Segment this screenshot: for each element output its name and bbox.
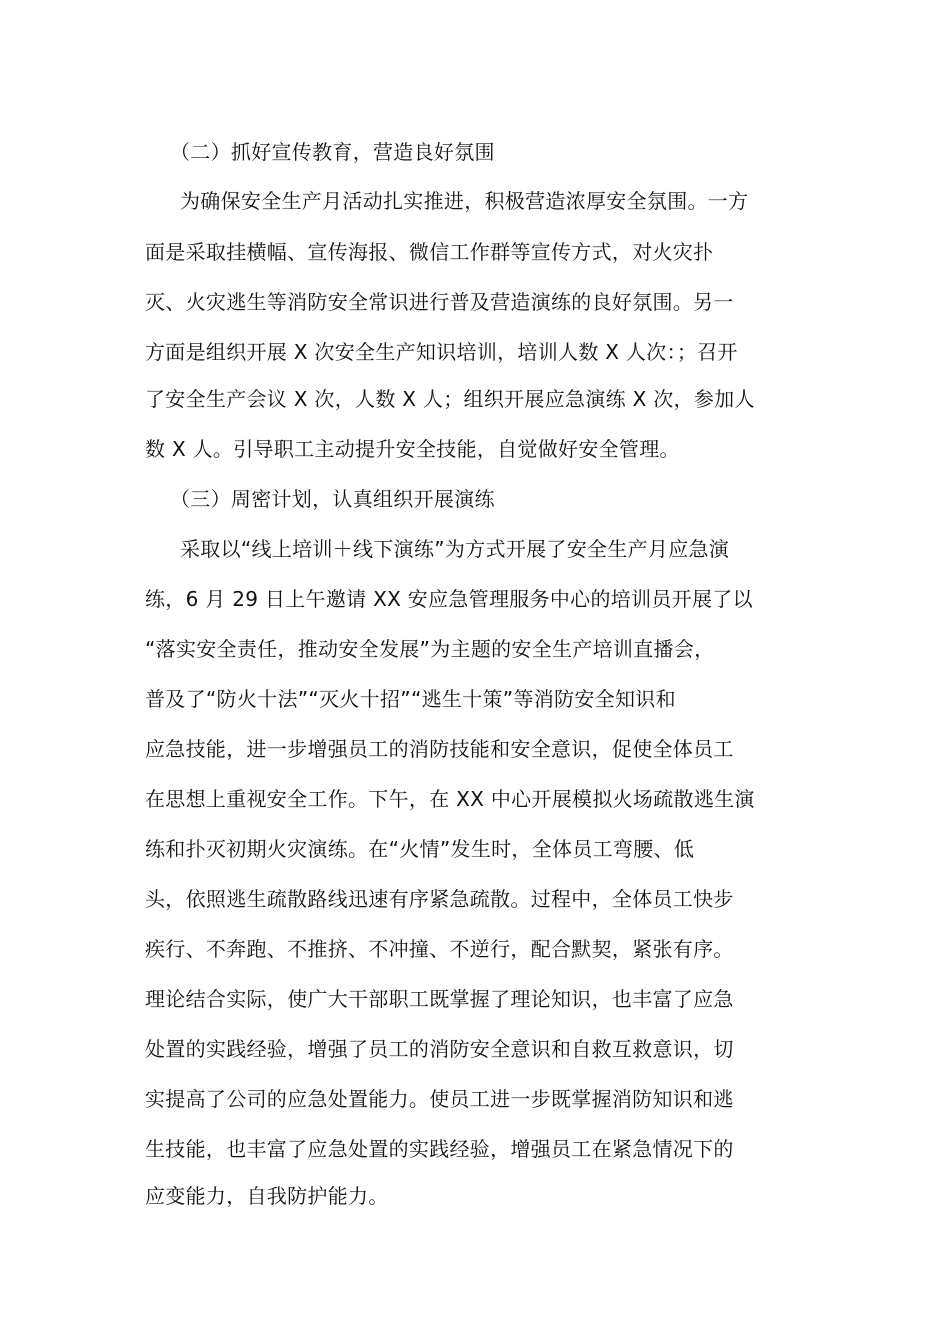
paragraph-line: 采取以“线上培训＋线下演练”为方式开展了安全生产月应急演 (180, 537, 730, 561)
paragraph-line: 疾行、不奔跑、不推挤、不冲撞、不逆行，配合默契，紧张有序。 (145, 937, 734, 961)
paragraph-line: 应变能力，自我防护能力。 (145, 1184, 389, 1208)
paragraph-line: 练和扑灭初期火灾演练。在“火情”发生时，全体员工弯腰、低 (145, 837, 695, 861)
paragraph-line: 生技能，也丰富了应急处置的实践经验，增强员工在紧急情况下的 (145, 1137, 734, 1161)
paragraph-line: 练，6 月 29 日上午邀请 XX 安应急管理服务中心的培训员开展了以 (145, 587, 753, 611)
paragraph-line: “落实安全责任，推动安全发展”为主题的安全生产培训直播会， (145, 637, 715, 661)
paragraph-line: 处置的实践经验，增强了员工的消防安全意识和自救互救意识，切 (145, 1037, 734, 1061)
paragraph-line: 灭、火灾逃生等消防安全常识进行普及营造演练的良好氛围。另一 (145, 290, 734, 314)
paragraph-line: 数 X 人。引导职工主动提升安全技能，自觉做好安全管理。 (145, 437, 680, 461)
paragraph-line: 实提高了公司的应急处置能力。使员工进一步既掌握消防知识和逃 (145, 1087, 734, 1111)
section-heading-3: （三）周密计划，认真组织开展演练 (170, 487, 495, 511)
paragraph-line: 普及了“防火十法”“灭火十招”“逃生十策”等消防安全知识和 (145, 687, 676, 711)
paragraph-line: 为确保安全生产月活动扎实推进，积极营造浓厚安全氛围。一方 (180, 189, 749, 213)
paragraph-line: 理论结合实际，使广大干部职工既掌握了理论知识，也丰富了应急 (145, 987, 734, 1011)
paragraph-line: 头，依照逃生疏散路线迅速有序紧急疏散。过程中，全体员工快步 (145, 887, 734, 911)
paragraph-line: 面是采取挂横幅、宣传海报、微信工作群等宣传方式，对火灾扑 (145, 240, 714, 264)
section-heading-2: （二）抓好宣传教育，营造良好氛围 (170, 140, 495, 164)
paragraph-line: 了安全生产会议 X 次，人数 X 人；组织开展应急演练 X 次，参加人 (145, 387, 755, 411)
paragraph-line: 在思想上重视安全工作。下午，在 XX 中心开展模拟火场疏散逃生演 (145, 787, 755, 811)
paragraph-line: 应急技能，进一步增强员工的消防技能和安全意识，促使全体员工 (145, 737, 734, 761)
paragraph-line: 方面是组织开展 X 次安全生产知识培训，培训人数 X 人次：；召开 (145, 340, 738, 364)
